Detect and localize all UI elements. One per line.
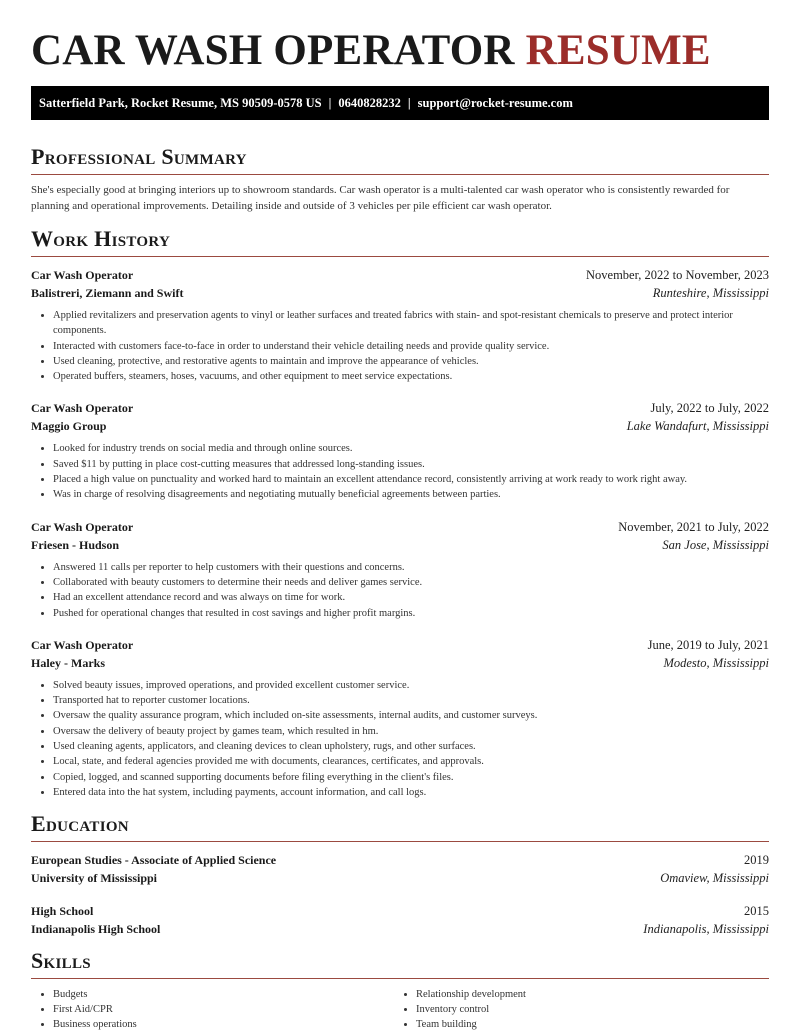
job-bullet: • Used cleaning, protective, and restorative agents to maintain and improve the appearance of vehicles. [53,354,769,369]
job-entry [31,266,769,384]
skills-grid [31,987,769,1032]
job-bullet: • Used cleaning agents, applicators, and cleaning devices to clean upholstery, rugs, and other surfaces. [53,739,769,754]
education-year: 2019 [744,853,769,868]
education-header-row [31,851,769,869]
education-school: Indianapolis High School [31,922,161,937]
job-dates: June, 2019 to July, 2021 [647,637,769,652]
job-bullet: • Had an excellent attendance record and was always on time for work. [53,590,769,605]
skill-item: • Budgets [53,987,394,1002]
skill-item: • First Aid/CPR [53,1002,394,1017]
education-location: Omaview, Mississippi [660,871,769,886]
job-bullet: • Collaborated with beauty customers to determine their needs and deliver games service. [53,575,769,590]
contact-separator: | [407,96,411,110]
job-bullet: • Entered data into the hat system, including payments, account information, and call logs. [53,785,769,800]
skills-list-left [31,987,394,1032]
education-degree: High School [31,904,94,919]
job-bullet: • Was in charge of resolving disagreements and negotiating mutually beneficial agreements between parties. [53,487,769,502]
job-title: Car Wash Operator [31,268,134,282]
skill-item: • Business operations [53,1017,394,1032]
work-history-heading: Work History [31,226,769,257]
job-header-row [31,266,769,284]
job-bullet: • Solved beauty issues, improved operations, and provided excellent customer service. [53,678,769,693]
job-company-row [31,417,769,435]
contact-email[interactable]: support@rocket-resume.com [417,96,573,110]
job-bullets [31,678,769,800]
job-bullet: • Applied revitalizers and preservation agents to vinyl or leather surfaces and treated fabrics with stain- and spot-resistant chemicals to preserve and protect interior components. [53,308,769,339]
skills-column-right [394,987,757,1032]
job-company: Maggio Group [31,419,107,434]
job-entry [31,518,769,621]
job-location: Runteshire, Mississippi [652,286,769,300]
job-company: Friesen - Hudson [31,537,120,552]
skills-heading: Skills [31,948,769,979]
job-company: Haley - Marks [31,655,105,670]
contact-separator: | [328,96,332,110]
education-list [31,851,769,938]
job-dates: November, 2022 to November, 2023 [586,268,769,282]
skills-column-left [31,987,394,1032]
education-location: Indianapolis, Mississippi [643,922,769,937]
job-header-row [31,636,769,654]
job-dates: November, 2021 to July, 2022 [618,519,769,534]
job-dates: July, 2022 to July, 2022 [650,401,769,416]
job-bullets [31,560,769,621]
education-school-row [31,920,769,938]
title-main: CAR WASH OPERATOR [31,27,515,74]
job-bullet: • Copied, logged, and scanned supporting documents before filing everything in the client's files. [53,770,769,785]
job-entry [31,399,769,502]
contact-bar [31,86,769,120]
contact-phone: 0640828232 [338,96,401,110]
job-bullet: • Operated buffers, steamers, hoses, vacuums, and other equipment to meet service expectations. [53,369,769,384]
resume-title [31,28,769,74]
job-bullet: • Interacted with customers face-to-face in order to understand their vehicle detailing needs and provide quality service. [53,339,769,354]
skill-item: • Inventory control [416,1002,757,1017]
summary-heading: Professional Summary [31,144,769,175]
job-title: Car Wash Operator [31,401,134,416]
education-school-row [31,869,769,887]
education-entry [31,851,769,887]
job-bullet: • Oversaw the delivery of beauty project by games team, which resulted in hm. [53,724,769,739]
contact-address: Satterfield Park, Rocket Resume, MS 90509-0578 US [39,96,322,110]
job-header-row [31,518,769,536]
education-heading: Education [31,811,769,842]
job-company-row [31,536,769,554]
job-title: Car Wash Operator [31,637,134,652]
job-bullets [31,308,769,384]
job-company-row [31,654,769,672]
education-year: 2015 [744,904,769,919]
education-entry [31,902,769,938]
job-bullet: • Saved $11 by putting in place cost-cutting measures that addressed long-standing issues. [53,457,769,472]
job-header-row [31,399,769,417]
job-title: Car Wash Operator [31,519,134,534]
resume-page [31,0,769,1032]
job-company-row [31,284,769,302]
work-history-list [31,266,769,800]
job-bullet: • Transported hat to reporter customer locations. [53,693,769,708]
job-bullet: • Placed a high value on punctuality and worked hard to maintain an excellent attendance record, consistently arriving at work ready to work right away. [53,472,769,487]
job-company: Balistreri, Ziemann and Swift [31,286,184,300]
skills-list-right [394,987,757,1032]
education-header-row [31,902,769,920]
job-bullets [31,441,769,502]
job-location: San Jose, Mississippi [662,537,769,552]
education-degree: European Studies - Associate of Applied Science [31,853,277,868]
job-bullet: • Looked for industry trends on social media and through online sources. [53,441,769,456]
skill-item: • Relationship development [416,987,757,1002]
job-entry [31,636,769,800]
title-accent: RESUME [525,27,711,74]
summary-text: She's especially good at bringing interiors up to showroom standards. Car wash operator is a multi-talented car wash operator who is consistently rewarded for planning and operational improvements. Detailing inside and outside of 3 vehicles per pile efficient car wash operator. [31,184,730,212]
job-location: Modesto, Mississippi [663,655,769,670]
job-bullet: • Answered 11 calls per reporter to help customers with their questions and concerns. [53,560,769,575]
job-location: Lake Wandafurt, Mississippi [626,419,769,434]
skill-item: • Team building [416,1017,757,1032]
job-bullet: • Oversaw the quality assurance program, which included on-site assessments, internal audits, and customer surveys. [53,708,769,723]
education-school: University of Mississippi [31,871,158,886]
job-bullet: • Local, state, and federal agencies provided me with documents, clearances, certificates, and approvals. [53,754,769,769]
job-bullet: • Pushed for operational changes that resulted in cost savings and higher profit margins. [53,606,769,621]
